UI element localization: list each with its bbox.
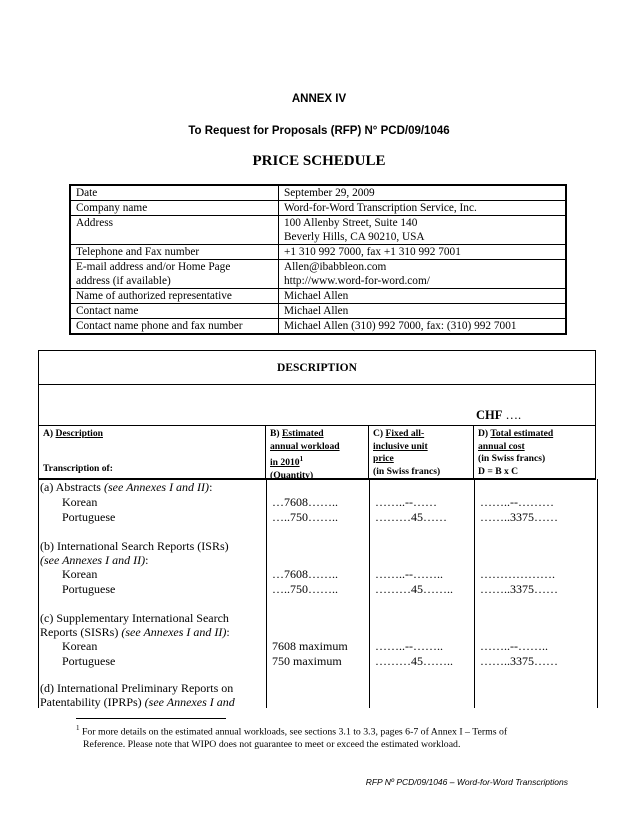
vendor-info-table (69, 184, 567, 335)
info-row (70, 304, 566, 319)
section-a-workload-portuguese: …..750…….. (272, 510, 338, 524)
info-row (70, 260, 566, 289)
section-a-portuguese: Portuguese (62, 510, 116, 524)
info-label: Name of authorized representative (70, 289, 279, 304)
info-label: Address (70, 216, 279, 245)
description-header: DESCRIPTION (38, 350, 596, 384)
info-label: Contact name (70, 304, 279, 319)
section-a-total-portuguese: ……..3375…… (480, 510, 558, 524)
section-b-korean: Korean (62, 567, 98, 581)
section-b-total-portuguese: ……..3375…… (480, 582, 558, 596)
section-b-heading: (b) International Search Reports (ISRs) (40, 539, 229, 553)
info-value: September 29, 2009 (279, 185, 567, 201)
section-c-price-korean: ……..--…….. (375, 639, 443, 653)
info-row (70, 319, 566, 335)
section-c-workload-korean: 7608 maximum (272, 639, 348, 653)
col-c-header: C) Fixed all- inclusive unit price (in Swiss francs) (369, 426, 474, 479)
section-d-heading-ref: Patentability (IPRPs) (see Annexes I and (40, 695, 235, 709)
info-label: Date (70, 185, 279, 201)
section-d-heading: (d) International Preliminary Reports on (40, 681, 234, 695)
page-footer: RFP Nº PCD/09/1046 – Word-for-Word Transcriptions (365, 777, 568, 787)
section-c-heading-ref: Reports (SISRs) (see Annexes I and II): (40, 625, 230, 639)
info-row (70, 289, 566, 304)
currency-row (38, 384, 596, 426)
info-value: 100 Allenby Street, Suite 140 Beverly Hills, CA 90210, USA (279, 216, 567, 245)
info-row (70, 216, 566, 245)
section-a-workload-korean: …7608…….. (272, 495, 338, 509)
info-value: Michael Allen (279, 289, 567, 304)
section-a-price-korean: ……..--…… (375, 495, 437, 509)
section-c-total-korean: ……..--…….. (480, 639, 548, 653)
col-b-header: B) Estimated annual workload in 2010$^1$ (Quantity) (266, 426, 369, 479)
info-row (70, 245, 566, 260)
info-value: Allen@ibabbleon.com http://www.word-for-word.com/ (279, 260, 567, 289)
info-label: Company name (70, 201, 279, 216)
section-b-workload-korean: …7608…….. (272, 567, 338, 581)
section-b-total-korean: ………………. (480, 567, 555, 581)
section-c-total-portuguese: ……..3375…… (480, 654, 558, 668)
currency-label: CHF …. (476, 408, 522, 422)
section-b-price-korean: ……..--…….. (375, 567, 443, 581)
section-a-korean: Korean (62, 495, 98, 509)
footnote-divider (76, 718, 226, 719)
section-b-heading-ref: (see Annexes I and II): (40, 553, 149, 567)
section-c-workload-portuguese: 750 maximum (272, 654, 342, 668)
section-a-price-portuguese: ………45…… (375, 510, 447, 524)
col-a-header: A) Description Transcription of: (38, 426, 266, 479)
info-value: +1 310 992 7000, fax +1 310 992 7001 (279, 245, 567, 260)
section-a-heading: (a) Abstracts (see Annexes I and II): (40, 480, 213, 494)
page-title: PRICE SCHEDULE (252, 153, 386, 169)
info-value: Michael Allen (279, 304, 567, 319)
section-b-workload-portuguese: …..750…….. (272, 582, 338, 596)
info-row (70, 185, 566, 201)
section-b-price-portuguese: ………45…….. (375, 582, 453, 596)
transcription-of-label: Transcription of: (43, 462, 113, 474)
col-d-header: D) Total estimated annual cost (in Swiss francs) D = B x C (474, 426, 596, 479)
info-label: Telephone and Fax number (70, 245, 279, 260)
section-c-price-portuguese: ………45…….. (375, 654, 453, 668)
info-label: E-mail address and/or Home Page address (if available) (70, 260, 279, 289)
info-value: Word-for-Word Transcription Service, Inc. (279, 201, 567, 216)
section-b-portuguese: Portuguese (62, 582, 116, 596)
section-c-heading: (c) Supplementary International Search (40, 611, 229, 625)
info-row (70, 201, 566, 216)
footnote: $^1$ For more details on the estimated annual workloads, see sections 3.1 to 3.3, pages 6-7 of Annex I – Terms of Reference. Please note that WIPO does not guarantee to meet or exceed the estimated workload. (76, 724, 508, 751)
section-c-portuguese: Portuguese (62, 654, 116, 668)
rfp-reference: To Request for Proposals (RFP) N° PCD/09/1046 (188, 125, 450, 137)
section-c-korean: Korean (62, 639, 98, 653)
info-value: Michael Allen (310) 992 7000, fax: (310) 992 7001 (279, 319, 567, 335)
section-a-total-korean: ……..--……… (480, 495, 554, 509)
info-label: Contact name phone and fax number (70, 319, 279, 335)
annex-heading: ANNEX IV (291, 93, 347, 105)
